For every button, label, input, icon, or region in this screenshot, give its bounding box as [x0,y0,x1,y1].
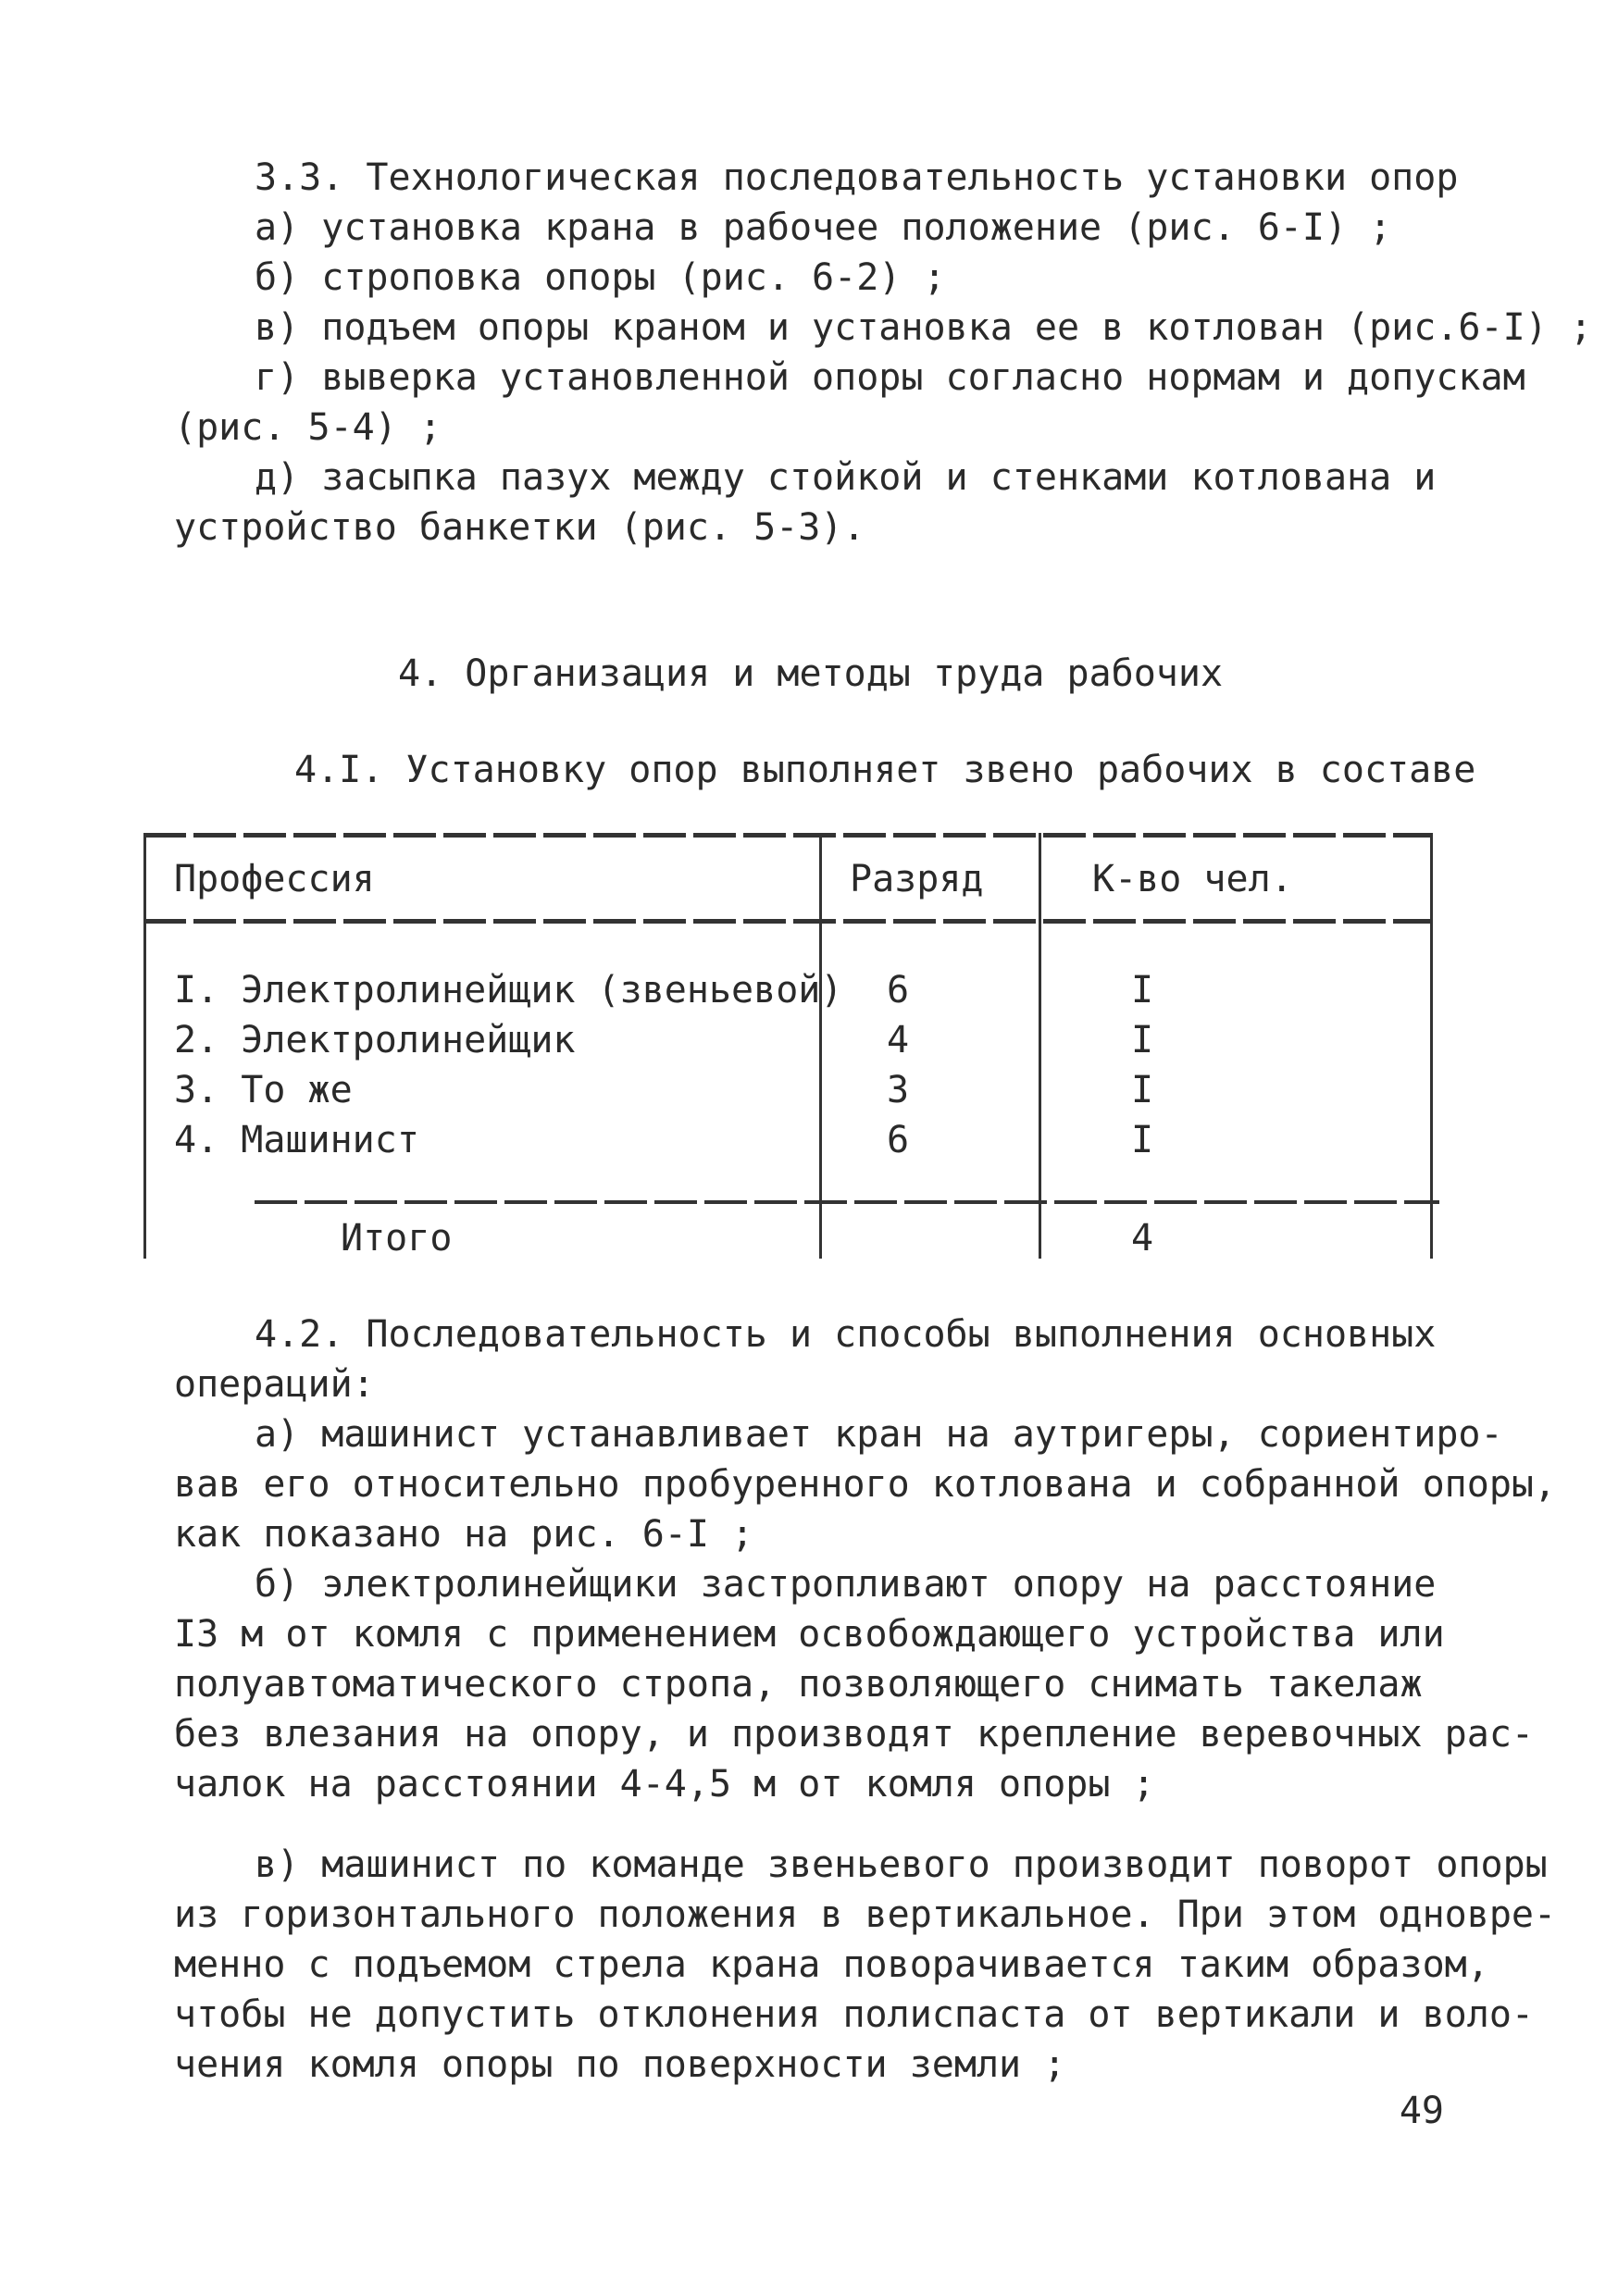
table-row-count: I [1131,1119,1154,1161]
list-item-continuation: устройство банкетки (рис. 5-3). [174,506,865,549]
paragraph-line: б) электролинейщики застропливают опору на расстояние [255,1563,1437,1606]
table-row-profession: 4. Машинист [174,1119,419,1161]
column-header-grade: Разряд [850,858,984,900]
column-header-profession: Профессия [174,858,375,900]
table-row-grade: 6 [887,969,910,1011]
table-header-rule [143,919,1433,924]
table-row-profession: 2. Электролинейщик [174,1019,576,1061]
table-row-grade: 3 [887,1069,910,1111]
paragraph-line: вав его относительно пробуренного котлована и собранной опоры, [174,1463,1557,1506]
section-heading: 4. Организация и методы труда рабочих [398,652,1224,695]
paragraph-line: I3 м от комля с применением освобождающего устройства или [174,1613,1445,1656]
paragraph-line: из горизонтального положения в вертикальное. При этом одновре- [174,1893,1557,1936]
paragraph-line: чтобы не допустить отклонения полиспаста от вертикали и воло- [174,1993,1535,2036]
column-header-count: К-во чел. [1092,858,1293,900]
page-number: 49 [1399,2090,1444,2132]
table-left-border [143,833,146,1259]
table-right-border [1430,833,1433,1259]
list-item: б) строповка опоры (рис. 6-2) ; [255,256,946,299]
table-col-divider [819,833,822,1259]
paragraph-line: в) машинист по команде звеньевого производит поворот опоры [255,1843,1548,1886]
list-item-continuation: (рис. 5-4) ; [174,406,442,449]
paragraph-line: чения комля опоры по поверхности земли ; [174,2043,1066,2086]
list-item: г) выверка установленной опоры согласно нормам и допускам [255,356,1525,399]
list-item: а) установка крана в рабочее положение (рис. 6-I) ; [255,206,1392,249]
table-col-divider [1039,833,1041,1259]
crew-table [139,833,1433,1259]
table-row-grade: 4 [887,1019,910,1061]
list-item: в) подъем опоры краном и установка ее в котлован (рис.6-I) ; [255,306,1592,349]
section-title: 3.3. Технологическая последовательность установки опор [255,156,1459,199]
table-total-label: Итого [341,1217,453,1260]
table-total-rule [255,1200,1439,1204]
paragraph-line: а) машинист устанавливает кран на аутригеры, сориентиро- [255,1413,1503,1456]
list-item: д) засыпка пазух между стойкой и стенками котлована и [255,456,1437,499]
table-row-count: I [1131,1019,1154,1061]
table-row-profession: 3. То же [174,1069,353,1111]
table-row-count: I [1131,1069,1154,1111]
paragraph-line: 4.2. Последовательность и способы выполнения основных [255,1313,1437,1356]
paragraph-line: без влезания на опору, и производят крепление веревочных рас- [174,1713,1535,1756]
table-total-count: 4 [1131,1217,1154,1260]
table-row-grade: 6 [887,1119,910,1161]
table-row-count: I [1131,969,1154,1011]
paragraph-4-1: 4.I. Установку опор выполняет звено рабочих в составе [294,749,1476,791]
table-row-profession: I. Электролинейщик (звеньевой) [174,969,843,1011]
table-top-rule [143,833,1433,838]
paragraph-line: операций: [174,1363,375,1406]
paragraph-line: чалок на расстоянии 4-4,5 м от комля опоры ; [174,1763,1155,1806]
paragraph-line: менно с подъемом стрела крана поворачивается таким образом, [174,1943,1489,1986]
paragraph-line: полуавтоматического стропа, позволяющего снимать такелаж [174,1663,1423,1706]
paragraph-line: как показано на рис. 6-I ; [174,1513,754,1556]
